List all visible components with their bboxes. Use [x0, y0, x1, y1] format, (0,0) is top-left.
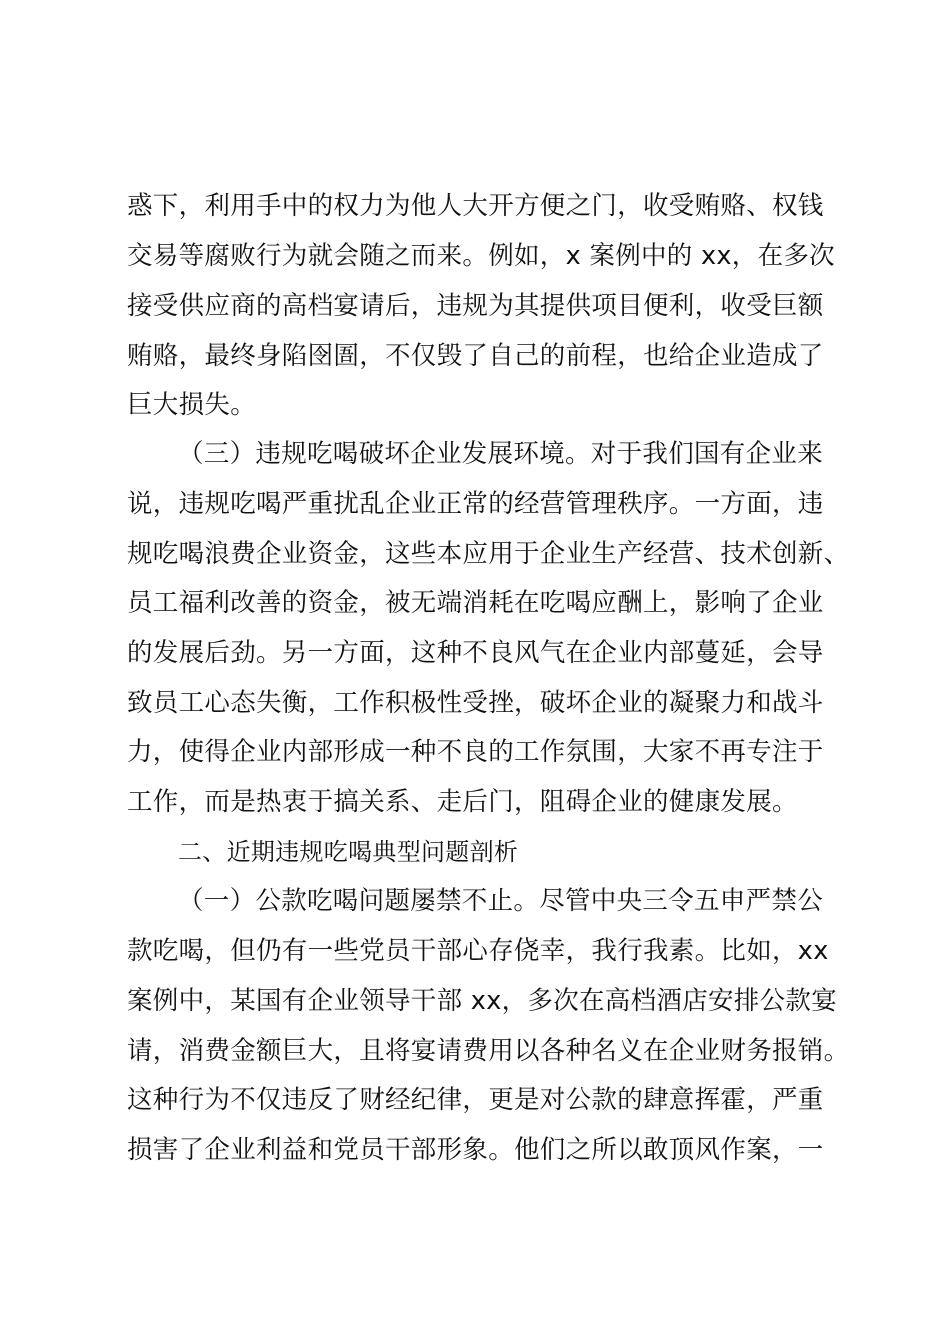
section-paragraph-start: （一）公款吃喝问题屡禁不止。尽管中央三令五申严禁公: [178, 886, 824, 916]
section-heading: 二、近期违规吃喝典型问题剖析: [178, 838, 519, 866]
text-line: 说，违规吃喝严重扰乱企业正常的经营管理秩序。一方面，违: [127, 489, 824, 519]
text-line: 的发展后劲。另一方面，这种不良风气在企业内部蔓延，会导: [127, 638, 824, 668]
text-line: 款吃喝，但仍有一些党员干部心存侥幸，我行我素。比如，xx: [127, 936, 829, 966]
text-line: 工作，而是热衷于搞关系、走后门，阻碍企业的健康发展。: [127, 787, 798, 817]
text-line: 交易等腐败行为就会随之而来。例如，x 案例中的 xx，在多次: [127, 241, 835, 271]
section-paragraph-start: （三）违规吃喝破坏企业发展环境。对于我们国有企业来: [178, 439, 824, 469]
text-line: 案例中，某国有企业领导干部 xx，多次在高档酒店安排公款宴: [127, 986, 837, 1016]
text-line: 致员工心态失衡，工作积极性受挫，破坏企业的凝聚力和战斗: [127, 688, 824, 718]
text-line: 请，消费金额巨大，且将宴请费用以各种名义在企业财务报销。: [127, 1036, 850, 1066]
text-line: 巨大损失。: [127, 390, 257, 420]
text-line: 贿赂，最终身陷囹圄，不仅毁了自己的前程，也给企业造成了: [127, 341, 824, 371]
text-line: 接受供应商的高档宴请后，违规为其提供项目便利，收受巨额: [127, 291, 824, 321]
text-line: 这种行为不仅违反了财经纪律，更是对公款的肆意挥霍，严重: [127, 1085, 824, 1115]
text-line: 力，使得企业内部形成一种不良的工作氛围，大家不再专注于: [127, 737, 824, 767]
text-line: 规吃喝浪费企业资金，这些本应用于企业生产经营、技术创新、: [127, 539, 850, 569]
text-line: 损害了企业利益和党员干部形象。他们之所以敢顶风作案，一: [127, 1135, 824, 1165]
text-line: 员工福利改善的资金，被无端消耗在吃喝应酬上，影响了企业: [127, 588, 824, 618]
text-line: 惑下，利用手中的权力为他人大开方便之门，收受贿赂、权钱: [127, 191, 824, 221]
